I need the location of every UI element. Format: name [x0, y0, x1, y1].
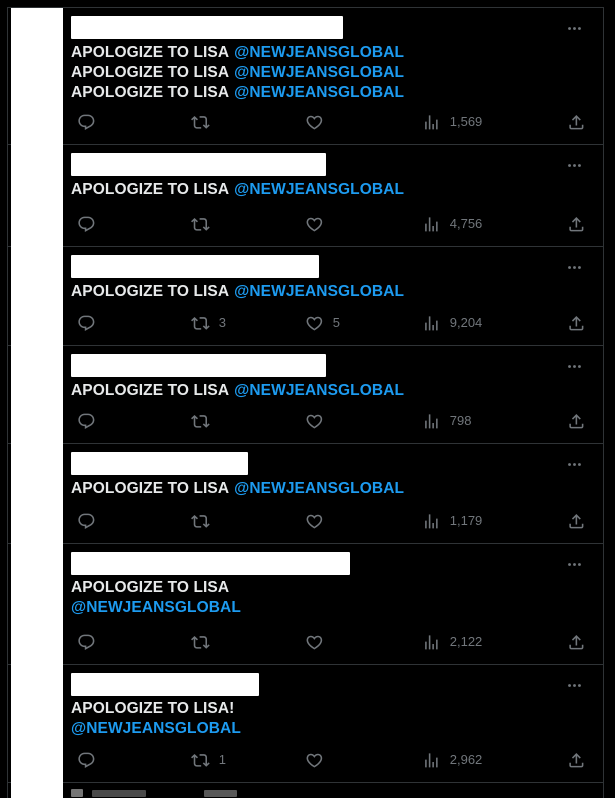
views-icon [422, 215, 441, 234]
mention-link[interactable]: @NEWJEANSGLOBAL [234, 283, 405, 300]
like-button[interactable] [305, 750, 333, 770]
mention-link[interactable]: @NEWJEANSGLOBAL [234, 382, 405, 399]
tweet-text [71, 479, 404, 499]
more-icon[interactable] [566, 20, 583, 37]
reply-button[interactable] [77, 511, 105, 531]
like-button[interactable] [305, 112, 333, 132]
reply-icon [77, 215, 96, 234]
reply-icon [77, 751, 96, 770]
mention-link[interactable]: @NEWJEANSGLOBAL [234, 44, 405, 61]
views-icon [422, 751, 441, 770]
tweet-text-line: APOLOGIZE TO LISA [71, 579, 230, 596]
tweet-text-line: APOLOGIZE TO LISA [71, 283, 230, 300]
tweet-text [71, 699, 241, 739]
views-button[interactable] [422, 750, 482, 770]
username-redacted[interactable] [71, 552, 350, 575]
views-icon [422, 113, 441, 132]
mention-link[interactable]: @NEWJEANSGLOBAL [71, 599, 241, 616]
tweet-text-line: APOLOGIZE TO LISA! [71, 700, 235, 717]
username-redacted[interactable] [71, 255, 319, 278]
mention-link[interactable]: @NEWJEANSGLOBAL [234, 84, 405, 101]
reply-icon [77, 113, 96, 132]
tweet-1[interactable] [8, 8, 603, 145]
retweet-button[interactable] [191, 511, 219, 531]
views-button[interactable] [422, 313, 482, 333]
share-icon [567, 751, 586, 770]
like-icon [305, 412, 324, 431]
tweet-text [71, 381, 404, 401]
like-icon [305, 633, 324, 652]
mention-link[interactable]: @NEWJEANSGLOBAL [71, 720, 241, 737]
reply-button[interactable] [77, 112, 105, 132]
more-icon[interactable] [566, 556, 583, 573]
username-redacted[interactable] [71, 16, 343, 39]
share-button[interactable] [567, 411, 586, 431]
reply-button[interactable] [77, 411, 105, 431]
tweet-text-line: APOLOGIZE TO LISA [71, 181, 230, 198]
like-icon [305, 113, 324, 132]
views-count: 2,122 [449, 634, 483, 649]
tweet-7[interactable] [8, 665, 603, 783]
tweet-text [71, 578, 241, 618]
retweet-icon [191, 412, 210, 431]
retweet-icon [191, 751, 210, 770]
retweet-count: 3 [218, 315, 226, 330]
tweet-text-line: APOLOGIZE TO LISA [71, 64, 230, 81]
retweet-icon [191, 512, 210, 531]
tweet-text-line: APOLOGIZE TO LISA [71, 44, 230, 61]
share-icon [567, 215, 586, 234]
views-count: 2,962 [449, 752, 483, 767]
like-button[interactable] [305, 511, 333, 531]
more-icon[interactable] [566, 677, 583, 694]
reply-icon [77, 412, 96, 431]
retweet-count: 1 [218, 752, 226, 767]
like-button[interactable] [305, 313, 340, 333]
username-redacted[interactable] [71, 452, 248, 475]
mention-link[interactable]: @NEWJEANSGLOBAL [234, 64, 405, 81]
more-icon[interactable] [566, 157, 583, 174]
reply-button[interactable] [77, 750, 105, 770]
share-icon [567, 512, 586, 531]
username-redacted[interactable] [71, 354, 326, 377]
views-count: 1,569 [449, 114, 483, 129]
share-button[interactable] [567, 313, 586, 333]
mention-link[interactable]: @NEWJEANSGLOBAL [234, 181, 405, 198]
share-icon [567, 412, 586, 431]
tweet-actions [71, 313, 591, 333]
share-icon [567, 113, 586, 132]
like-icon [305, 512, 324, 531]
like-icon [305, 314, 324, 333]
reply-icon [77, 314, 96, 333]
share-button[interactable] [567, 632, 586, 652]
views-icon [422, 314, 441, 333]
like-count: 5 [332, 315, 340, 330]
tweet-actions [71, 112, 591, 132]
mention-link[interactable]: @NEWJEANSGLOBAL [234, 480, 405, 497]
views-count: 1,179 [449, 513, 483, 528]
partial-text-fragment [92, 790, 146, 797]
retweet-button[interactable] [191, 750, 226, 770]
retweet-icon [191, 314, 210, 333]
tweet-actions [71, 214, 591, 234]
views-count: 4,756 [449, 216, 483, 231]
tweet-6[interactable] [8, 544, 603, 665]
more-icon[interactable] [566, 456, 583, 473]
reply-button[interactable] [77, 313, 105, 333]
tweet-2[interactable] [8, 145, 603, 247]
like-icon [305, 215, 324, 234]
retweet-icon [191, 633, 210, 652]
views-count: 798 [449, 413, 472, 428]
tweet-actions [71, 750, 591, 770]
views-icon [422, 512, 441, 531]
views-button[interactable] [422, 511, 482, 531]
retweet-button[interactable] [191, 411, 219, 431]
retweet-button[interactable] [191, 632, 219, 652]
share-button[interactable] [567, 214, 586, 234]
username-redacted[interactable] [71, 153, 326, 176]
partial-next-tweet[interactable] [8, 783, 603, 798]
views-button[interactable] [422, 411, 471, 431]
retweet-button[interactable] [191, 112, 219, 132]
reply-icon [77, 633, 96, 652]
tweet-actions [71, 411, 591, 431]
tweet-text [71, 282, 404, 302]
more-icon[interactable] [566, 259, 583, 276]
partial-chart-icon [71, 789, 83, 797]
views-button[interactable] [422, 632, 482, 652]
retweet-icon [191, 215, 210, 234]
tweet-actions [71, 511, 591, 531]
views-icon [422, 412, 441, 431]
like-button[interactable] [305, 632, 333, 652]
tweet-text-line: APOLOGIZE TO LISA [71, 84, 230, 101]
like-button[interactable] [305, 411, 333, 431]
like-button[interactable] [305, 214, 333, 234]
tweet-text [71, 180, 404, 200]
avatar-column-redaction [11, 8, 63, 798]
tweet-4[interactable] [8, 346, 603, 444]
reply-button[interactable] [77, 632, 105, 652]
partial-text-fragment [204, 790, 237, 797]
tweet-text-line: APOLOGIZE TO LISA [71, 382, 230, 399]
tweet-5[interactable] [8, 444, 603, 544]
username-redacted[interactable] [71, 673, 259, 696]
retweet-icon [191, 113, 210, 132]
more-icon[interactable] [566, 358, 583, 375]
retweet-button[interactable] [191, 214, 219, 234]
share-button[interactable] [567, 112, 586, 132]
share-button[interactable] [567, 750, 586, 770]
reply-icon [77, 512, 96, 531]
like-icon [305, 751, 324, 770]
share-button[interactable] [567, 511, 586, 531]
views-count: 9,204 [449, 315, 483, 330]
views-button[interactable] [422, 112, 482, 132]
retweet-button[interactable] [191, 313, 226, 333]
reply-button[interactable] [77, 214, 105, 234]
tweet-feed-column [7, 7, 604, 798]
views-button[interactable] [422, 214, 482, 234]
share-icon [567, 633, 586, 652]
tweet-3[interactable] [8, 247, 603, 346]
tweet-text [71, 43, 404, 103]
tweet-text-line: APOLOGIZE TO LISA [71, 480, 230, 497]
share-icon [567, 314, 586, 333]
tweet-actions [71, 632, 591, 652]
views-icon [422, 633, 441, 652]
